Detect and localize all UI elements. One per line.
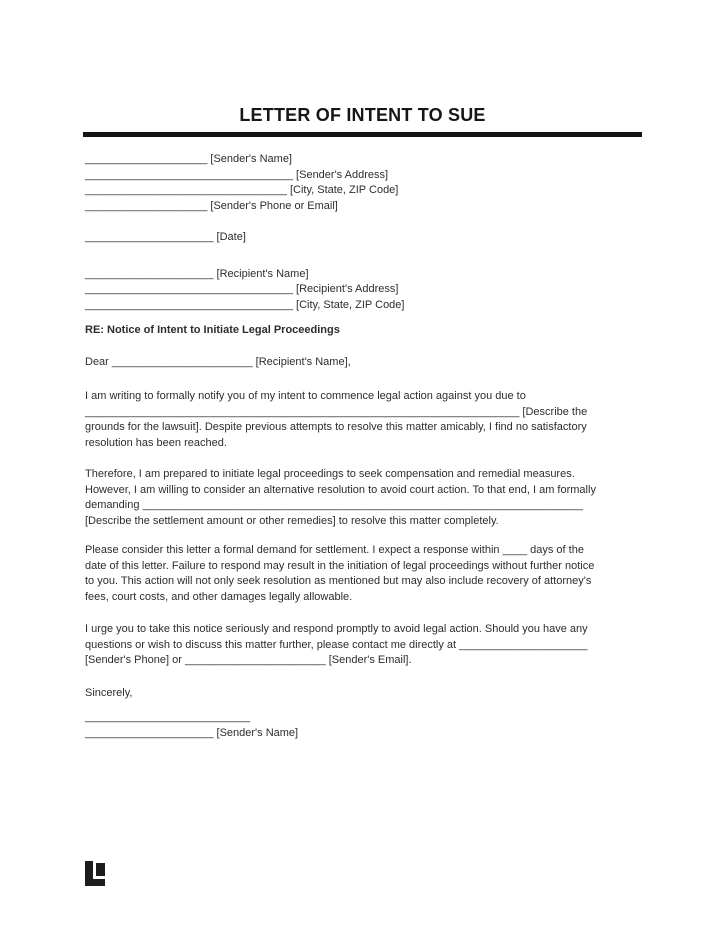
paragraph-settlement (85, 543, 640, 605)
salutation-block (85, 355, 640, 371)
paragraph-line: [Describe the settlement amount or other remedies] to resolve this matter completely. (85, 514, 499, 527)
recipient-address-block (85, 267, 640, 314)
paragraph-line: Please consider this letter a formal demand for settlement. I expect a response within ____ days of the (85, 544, 584, 556)
recipient-city-state-zip-line: __________________________________ [City, State, ZIP Code] (85, 298, 405, 311)
paragraph-line: However, I am willing to consider an alternative resolution to avoid court action. To that end, I am formally (85, 483, 596, 496)
salutation-line: Dear _______________________ [Recipient's Name], (85, 355, 351, 368)
legaltemplates-logo-icon (85, 861, 107, 886)
paragraph-line: grounds for the lawsuit]. Despite previous attempts to resolve this matter amicably, I find no satisfactory (85, 421, 587, 433)
date-line: _____________________ [Date] (85, 231, 246, 243)
paragraph-line: Therefore, I am prepared to initiate legal proceedings to seek compensation and remedial measures. (85, 468, 575, 480)
paragraph-line: to you. This action will not only seek resolution as mentioned but may also include recovery of attorney's (85, 575, 592, 587)
paragraph-line: _______________________________________________________________________ [Describe the (85, 405, 588, 418)
paragraph-line: I urge you to take this notice seriously and respond promptly to avoid legal action. Should you have any (85, 623, 588, 635)
closing-line: Sincerely, (85, 686, 133, 699)
paragraph-demand (85, 467, 640, 529)
signature-block (85, 710, 640, 741)
paragraph-line: demanding ________________________________________________________________________ (85, 499, 583, 511)
paragraph-line: date of this letter. Failure to respond may result in the initiation of legal proceedings without further notice (85, 559, 595, 572)
paragraph-line: I am writing to formally notify you of my intent to commence legal action against you due to (85, 390, 526, 402)
sender-phone-email-line: ____________________ [Sender's Phone or Email] (85, 199, 338, 212)
sender-address-line: __________________________________ [Sender's Address] (85, 168, 389, 181)
signature-blank-line: ___________________________ (85, 711, 251, 723)
subject-block (85, 323, 640, 339)
subject-line: RE: Notice of Intent to Initiate Legal Proceedings (85, 324, 340, 336)
paragraph-line: resolution has been reached. (85, 436, 227, 449)
date-block (85, 230, 640, 246)
paragraph-grounds (85, 389, 640, 451)
sender-address-block (85, 152, 640, 214)
paragraph-line: questions or wish to discuss this matter further, please contact me directly at _____________________ (85, 638, 588, 651)
signature-name-line: _____________________ [Sender's Name] (85, 726, 299, 739)
paragraph-urge (85, 622, 640, 669)
sender-name-line: ____________________ [Sender's Name] (85, 153, 292, 165)
sender-city-state-zip-line: _________________________________ [City, State, ZIP Code] (85, 184, 399, 196)
page-title: LETTER OF INTENT TO SUE (239, 105, 486, 125)
recipient-name-line: _____________________ [Recipient's Name] (85, 267, 309, 280)
letter-content (85, 103, 640, 741)
closing-block (85, 686, 640, 702)
recipient-address-line: __________________________________ [Recipient's Address] (85, 283, 399, 295)
paragraph-line: fees, court costs, and other damages legally allowable. (85, 590, 353, 603)
title-rule (83, 132, 642, 137)
paragraph-line: [Sender's Phone] or _______________________ [Sender's Email]. (85, 654, 412, 666)
